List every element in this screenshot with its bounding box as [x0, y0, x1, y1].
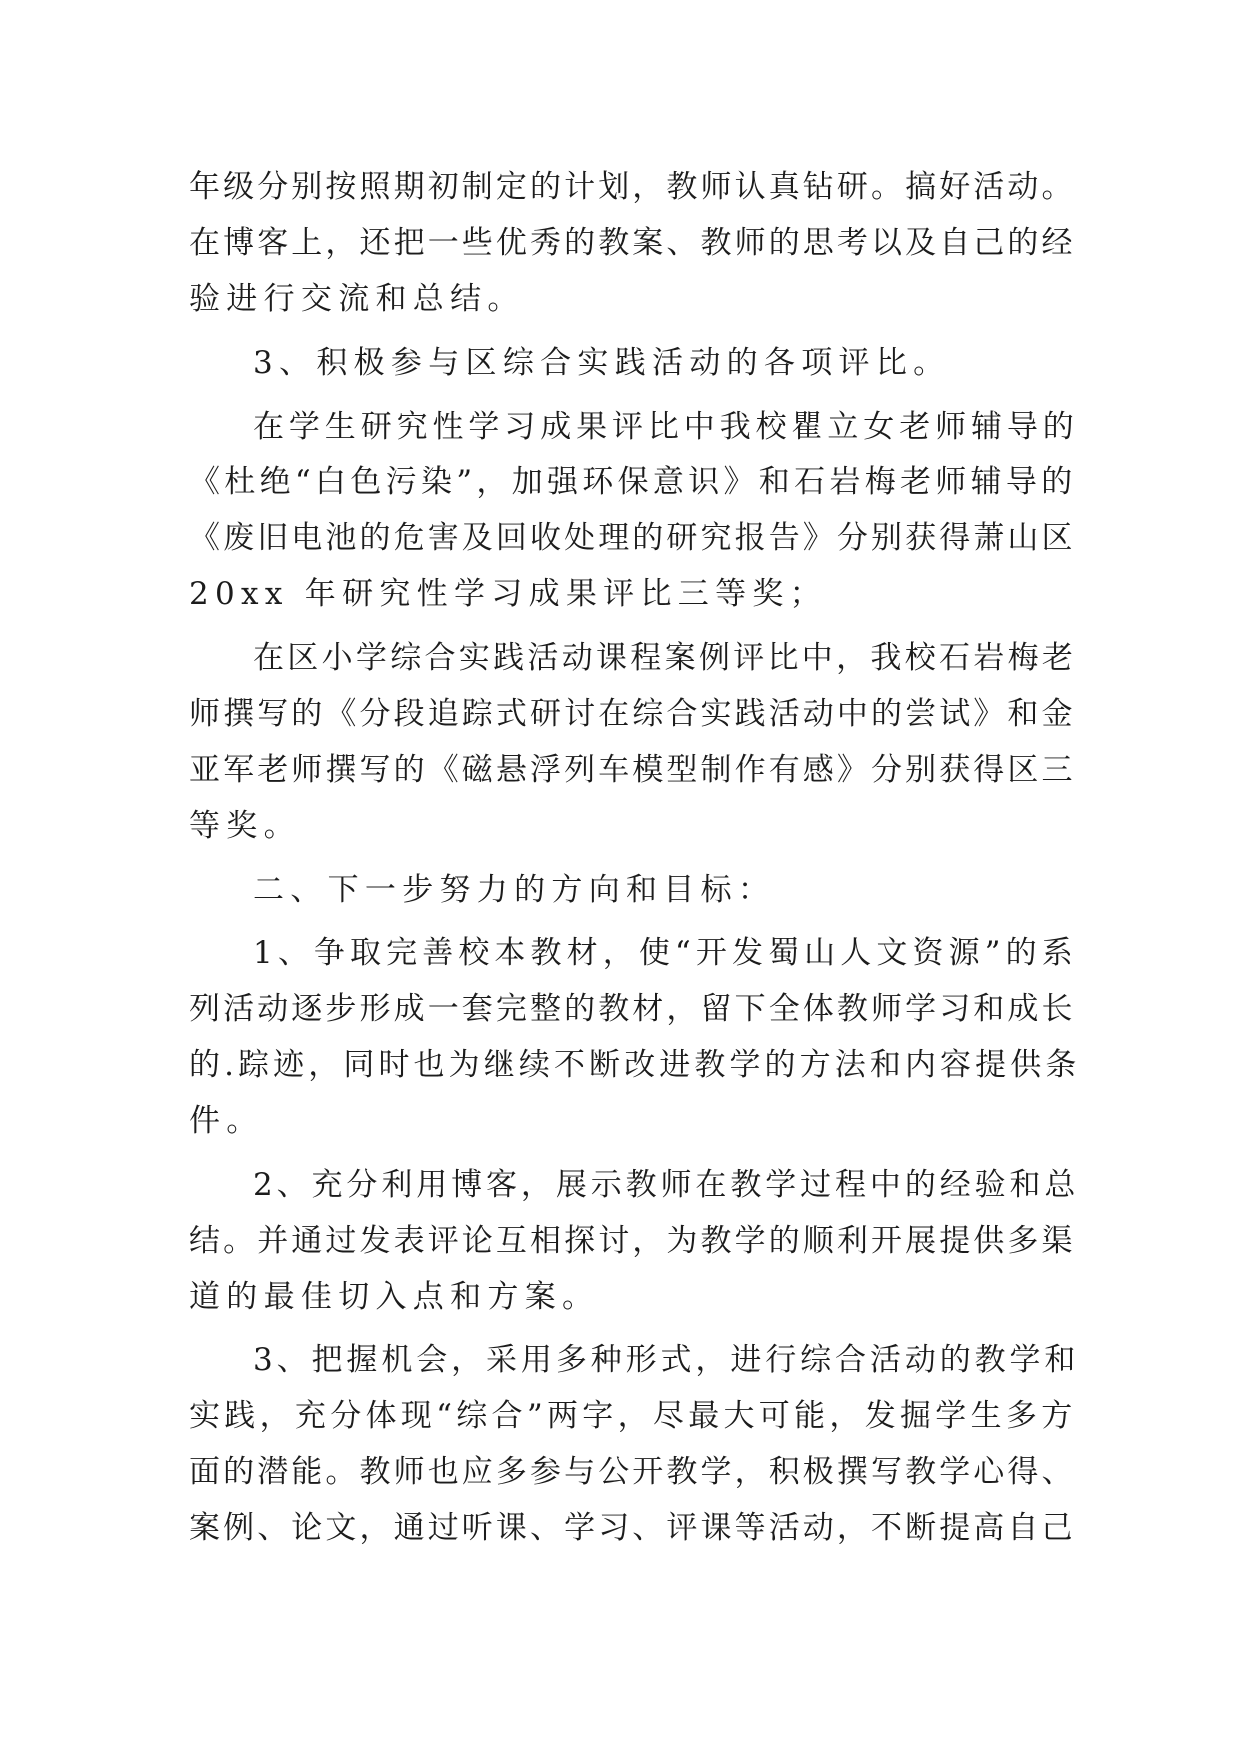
section-heading: 二、下一步努力的方向和目标： — [253, 872, 776, 908]
text-line: 《杜绝“白色污染”，加强环保意识》和石岩梅老师辅导的 — [189, 464, 1077, 500]
text-line: 在区小学综合实践活动课程案例评比中，我校石岩梅老 — [253, 640, 1077, 676]
text-line: 验进行交流和总结。 — [189, 281, 525, 317]
text-line: 实践，充分体现“综合”两字，尽最大可能，发掘学生多方 — [189, 1398, 1077, 1434]
text-line: 师撰写的《分段追踪式研讨在综合实践活动中的尝试》和金 — [189, 696, 1076, 732]
text-line: 《废旧电池的危害及回收处理的研究报告》分别获得萧山区 — [189, 520, 1076, 556]
text-line: 件。 — [189, 1103, 264, 1139]
section-heading: 3、积极参与区综合实践活动的各项评比。 — [253, 345, 951, 381]
text-line: 案例、论文，通过听课、学习、评课等活动，不断提高自己 — [189, 1510, 1076, 1546]
text-line: 3、把握机会，采用多种形式，进行综合活动的教学和 — [253, 1342, 1080, 1378]
text-line: 20xx 年研究性学习成果评比三等奖； — [189, 576, 827, 612]
text-line: 在学生研究性学习成果评比中我校瞿立女老师辅导的 — [253, 409, 1079, 445]
text-line: 在博客上，还把一些优秀的教案、教师的思考以及自己的经 — [189, 225, 1076, 261]
text-line: 年级分别按照期初制定的计划，教师认真钻研。搞好活动。 — [189, 169, 1076, 205]
text-line: 面的潜能。教师也应多参与公开教学，积极撰写教学心得、 — [189, 1454, 1076, 1490]
text-line: 结。并通过发表评论互相探讨，为教学的顺利开展提供多渠 — [189, 1223, 1076, 1259]
text-line: 列活动逐步形成一套完整的教材，留下全体教师学习和成长 — [189, 991, 1076, 1027]
text-line: 2、充分利用博客，展示教师在教学过程中的经验和总 — [253, 1167, 1080, 1203]
text-line: 1、争取完善校本教材，使“开发蜀山人文资源”的系 — [253, 935, 1078, 971]
text-line: 亚军老师撰写的《磁悬浮列车模型制作有感》分别获得区三 — [189, 752, 1076, 788]
text-line: 的.踪迹，同时也为继续不断改进教学的方法和内容提供条 — [189, 1047, 1081, 1083]
text-line: 等奖。 — [189, 808, 301, 844]
text-line: 道的最佳切入点和方案。 — [189, 1279, 600, 1315]
